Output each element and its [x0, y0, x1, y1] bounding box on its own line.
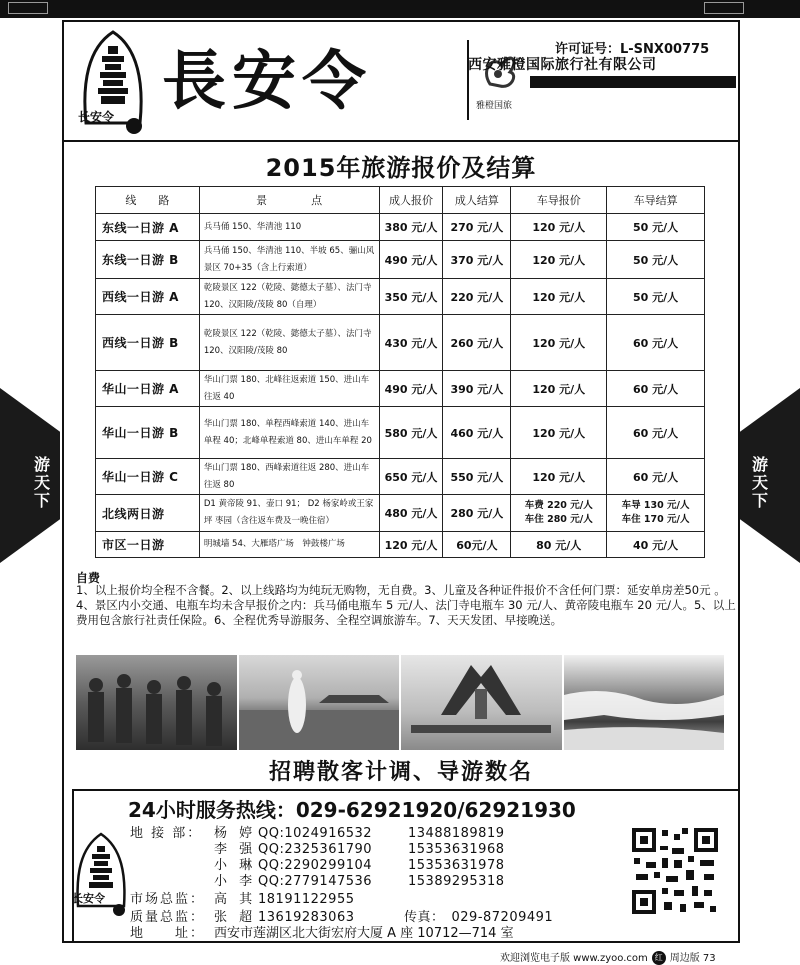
guide-settle-cell: 50 元/人: [607, 279, 705, 315]
guide-settle-cell: 60 元/人: [607, 407, 705, 459]
spots-cell: 乾陵景区 122（乾陵、懿德太子墓）、法门寺 120、汉阳陵/茂陵 80: [199, 315, 379, 371]
ground-dept-label: 地 接 部：: [130, 826, 203, 841]
market-director-row: [130, 888, 354, 907]
adult-price-cell: 430 元/人: [379, 315, 443, 371]
quality-tel: 13619283063: [258, 910, 355, 925]
address: 西安市莲湖区北大街宏府大厦 A 座 10712—714 室: [214, 926, 514, 941]
adult-settle-cell: 270 元/人: [443, 214, 511, 241]
guide-price-cell: 车费 220 元/人 车住 280 元/人: [511, 495, 607, 532]
notes-text: 1、以上报价均全程不含餐。2、以上线路均为纯玩无购物，无自费。3、儿童及各种证件报价不含任何门票：延安单房差50元 。4、景区内小交通、电瓶车均未含早报价之内：兵马俑电瓶车 5 元/人、法门寺电瓶车 30 元/人、黄帝陵电瓶车 20 元/人。5、以上费用包含旅行社责任保险。6、全程优秀导游服务、全程空调旅游车。7、天天发团、早接晚送。: [76, 583, 736, 627]
pagoda-logo-small-icon: [72, 830, 130, 920]
guide-price-cell: 120 元/人: [511, 459, 607, 495]
top-bar: [0, 0, 800, 18]
adult-settle-cell: 390 元/人: [443, 371, 511, 407]
main-title: 2015年旅游报价及结算: [265, 154, 537, 182]
adult-price-cell: 380 元/人: [379, 214, 443, 241]
side-tab-left-label: 游天下: [33, 455, 50, 510]
edition-page: 周边版 73: [669, 953, 716, 964]
waterfall-photo: [564, 655, 725, 750]
table-row: [96, 532, 705, 558]
col-header-spots: 景 点: [199, 187, 379, 214]
crop-mark-right: [704, 2, 744, 14]
logo-text: 长安令: [78, 110, 115, 124]
adult-settle-cell: 460 元/人: [443, 407, 511, 459]
staff-row: [130, 870, 504, 889]
address-label: 地 址：: [130, 926, 206, 941]
route-cell: 东线一日游 A: [96, 214, 200, 241]
recruit-banner: 招聘散客计调、导游数名: [268, 760, 533, 785]
adult-settle-cell: 260 元/人: [443, 315, 511, 371]
guide-settle-cell: 60 元/人: [607, 315, 705, 371]
staff-tel: 15353631978: [408, 858, 505, 873]
market-name: 高 其: [214, 892, 257, 907]
guide-price-cell: 120 元/人: [511, 214, 607, 241]
col-header-guide-settle: 车导结算: [607, 187, 705, 214]
spots-cell: 华山门票 180、北峰往返索道 150、进山车往返 40: [199, 371, 379, 407]
partner-logo-label: 雅橙国旅: [476, 101, 513, 111]
table-row: [96, 407, 705, 459]
guide-price-cell: 120 元/人: [511, 279, 607, 315]
spots-cell: 兵马俑 150、华清池 110: [199, 214, 379, 241]
quality-name: 张 超: [214, 910, 257, 925]
adult-settle-cell: 280 元/人: [443, 495, 511, 532]
spots-cell: 华山门票 180、西峰索道往返 280、进山车往返 80: [199, 459, 379, 495]
guide-price-cell: 120 元/人: [511, 241, 607, 279]
footer: [500, 949, 716, 965]
staff-name: 李 强: [214, 842, 257, 857]
guide-settle-cell: 60 元/人: [607, 371, 705, 407]
table-row: [96, 214, 705, 241]
adult-settle-cell: 370 元/人: [443, 241, 511, 279]
staff-name: 小 李: [214, 874, 257, 889]
divider: [467, 40, 469, 120]
guide-settle-cell: 50 元/人: [607, 241, 705, 279]
company-name: 西安雅橙国际旅行社有限公司: [468, 57, 657, 73]
adult-settle-cell: 220 元/人: [443, 279, 511, 315]
guide-settle-cell: 60 元/人: [607, 459, 705, 495]
footer-text: 欢迎浏览电子版 www.zyoo.com: [500, 953, 648, 964]
staff-qq: QQ:2290299104: [258, 858, 373, 873]
notes-title: 自费: [76, 571, 101, 585]
qr-code-icon: [630, 826, 720, 916]
route-cell: 华山一日游 A: [96, 371, 200, 407]
monument-square-photo: [401, 655, 562, 750]
col-header-guide-price: 车导报价: [511, 187, 607, 214]
spots-cell: 明城墙 54、大雁塔广场 钟鼓楼广场: [199, 532, 379, 558]
col-header-adult-settle: 成人结算: [443, 187, 511, 214]
adult-price-cell: 120 元/人: [379, 532, 443, 558]
table-row: [96, 279, 705, 315]
staff-tel: 13488189819: [408, 826, 505, 841]
hotline: 24小时服务热线：029-62921920/62921930: [128, 798, 576, 822]
brand-title: 長安令: [162, 44, 372, 119]
adult-settle-cell: 550 元/人: [443, 459, 511, 495]
license-number: 许可证号：L-SNX00775: [555, 42, 710, 57]
statue-lake-photo: [239, 655, 400, 750]
guide-settle-cell: 40 元/人: [607, 532, 705, 558]
logo-small-text: 长安令: [72, 892, 105, 905]
guide-settle-cell: 50 元/人: [607, 214, 705, 241]
route-cell: 西线一日游 A: [96, 279, 200, 315]
guide-settle-cell: 车导 130 元/人 车住 170 元/人: [607, 495, 705, 532]
staff-tel: 15389295318: [408, 874, 505, 889]
table-row: [96, 315, 705, 371]
adult-price-cell: 580 元/人: [379, 407, 443, 459]
guide-price-cell: 120 元/人: [511, 371, 607, 407]
photo-strip: [76, 655, 724, 750]
adult-price-cell: 490 元/人: [379, 241, 443, 279]
side-tab-right: [740, 388, 800, 563]
terracotta-warriors-photo: [76, 655, 237, 750]
guide-price-cell: 120 元/人: [511, 315, 607, 371]
side-tab-right-label: 游天下: [751, 455, 768, 510]
badge-icon: 红: [652, 951, 666, 965]
table-header-row: [96, 187, 705, 214]
adult-price-cell: 650 元/人: [379, 459, 443, 495]
market-label: 市场总监：: [130, 892, 206, 907]
route-cell: 北线两日游: [96, 495, 200, 532]
table-row: [96, 495, 705, 532]
table-row: [96, 459, 705, 495]
quality-label: 质量总监：: [130, 910, 206, 925]
price-table: [95, 186, 705, 558]
crop-mark-left: [8, 2, 48, 14]
spots-cell: 乾陵景区 122（乾陵、懿德太子墓）、法门寺 120、汉阳陵/茂陵 80（自理）: [199, 279, 379, 315]
market-tel: 18191122955: [258, 892, 355, 907]
adult-price-cell: 480 元/人: [379, 495, 443, 532]
route-cell: 西线一日游 B: [96, 315, 200, 371]
staff-qq: QQ:1024916532: [258, 826, 373, 841]
spots-cell: D1 黄帝陵 91、壶口 91； D2 杨家岭或王家坪 枣园（含往返车费及一晚住宿）: [199, 495, 379, 532]
table-row: [96, 241, 705, 279]
fax: 传真： 029-87209491: [404, 910, 554, 925]
staff-tel: 15353631968: [408, 842, 505, 857]
guide-price-cell: 80 元/人: [511, 532, 607, 558]
guide-price-cell: 120 元/人: [511, 407, 607, 459]
spots-cell: 兵马俑 150、华清池 110、半坡 65、骊山风景区 70+35（含上行索道）: [199, 241, 379, 279]
address-row: [130, 922, 514, 941]
route-cell: 华山一日游 B: [96, 407, 200, 459]
staff-name: 杨 婷: [214, 826, 257, 841]
staff-qq: QQ:2779147536: [258, 874, 373, 889]
col-header-route: 线 路: [96, 187, 200, 214]
col-header-adult-price: 成人报价: [379, 187, 443, 214]
route-cell: 东线一日游 B: [96, 241, 200, 279]
table-row: [96, 371, 705, 407]
spots-cell: 华山门票 180、单程西峰索道 140、进山车单程 40；北峰单程索道 80、进山车单程 20: [199, 407, 379, 459]
staff-qq: QQ:2325361790: [258, 842, 373, 857]
adult-price-cell: 490 元/人: [379, 371, 443, 407]
route-cell: 市区一日游: [96, 532, 200, 558]
staff-name: 小 琳: [214, 858, 257, 873]
company-underbar: [530, 76, 736, 88]
route-cell: 华山一日游 C: [96, 459, 200, 495]
adult-price-cell: 350 元/人: [379, 279, 443, 315]
adult-settle-cell: 60元/人: [443, 532, 511, 558]
